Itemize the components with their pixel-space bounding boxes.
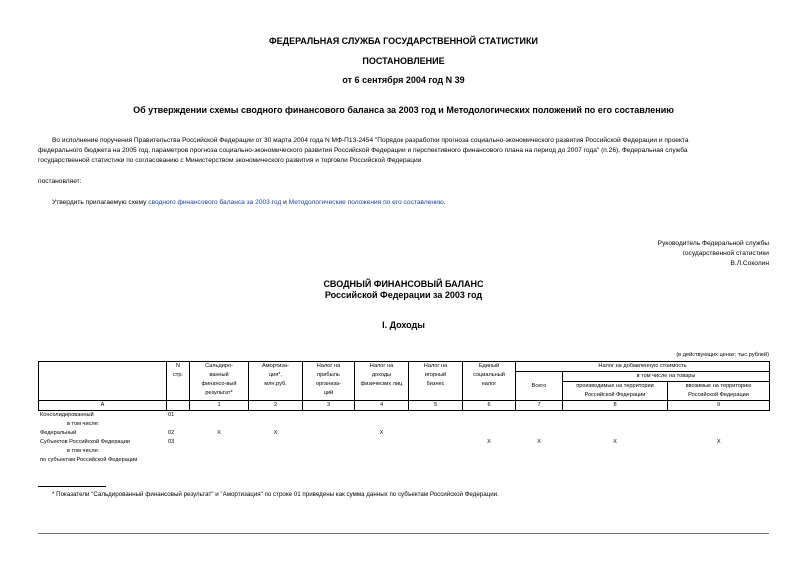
header-vat-domestic: производимые на территории Российской Федерации [563, 382, 668, 401]
header-label-cell [39, 362, 167, 401]
approve-sentence [52, 198, 772, 208]
section-title: I. Доходы [382, 320, 425, 330]
approve-suffix: . [443, 199, 446, 206]
balance-subtitle: Российской Федерации за 2003 год [324, 290, 483, 300]
table-row: Федеральный 02 X X X [39, 429, 770, 438]
paragraph-line-1: Во исполнение поручения Правительства Российской Федерации от 30 марта 2004 года N МФ-П13-2454 "Порядок разработки прогноза социально-экономического развития Российской Федерации и проекта [52, 137, 689, 144]
balance-title: СВОДНЫЙ ФИНАНСОВЫЙ БАЛАНС [323, 279, 484, 289]
decree-word: постановляет: [38, 178, 82, 185]
header-gambling-tax: Налог на игорный бизнес [409, 362, 463, 401]
table-row: Консолидированный 01 [39, 411, 770, 421]
signature-position: Руководитель Федеральной службы [657, 240, 769, 247]
table-row: в том числе: [39, 420, 770, 429]
paragraph-line-3: государственной статистики по согласованию с Министерством экономического развития и торговли Российской Федерации [38, 157, 422, 164]
methodology-link[interactable]: Методологические положения по его составлению [288, 199, 444, 206]
header-financial-result: Сальдиро- ванный финансо-вый результат* [190, 362, 249, 401]
column-number-row: А 1 2 3 4 5 6 7 8 9 [39, 401, 770, 411]
paragraph-line-2: федерального бюджета на 2005 год, параметров прогноза социально-экономического развития Российской Федерации и перспективного финансового плана на период до 2007 года" (п.26), Федеральная служба [38, 147, 688, 154]
balance-scheme-link[interactable]: сводного финансового баланса за 2003 год [148, 199, 282, 206]
header-vat-incl: в том числе на товары [563, 372, 770, 382]
header-vat-import: ввозимые на территорию Российской Федерации [668, 382, 770, 401]
header-vat-total: Всего [516, 372, 563, 401]
footnote: * Показатели "Сальдированный финансовый результат" и "Амортизация" по строке 01 приведены как сумма данных по субъектам Российской Федерации. [52, 491, 499, 498]
header-n: N стр. [167, 362, 190, 401]
units-note: (в действующих ценах; тыс.рублей) [676, 352, 769, 358]
document-type: ПОСТАНОВЛЕНИЕ [362, 56, 445, 66]
page-bottom-rule [38, 533, 769, 534]
header-social-tax: Единый социальный налог [463, 362, 516, 401]
header-depreciation: Амортиза- ция*, млн.руб. [249, 362, 303, 401]
approve-prefix: Утвердить прилагаемую схему [52, 199, 149, 206]
table-row: в том числе: [39, 447, 770, 456]
table-row: по субъектам Российской Федерации [39, 456, 770, 465]
table-row: Субъектов Российской Федерации 03 X X X X [39, 438, 770, 447]
document-date: от 6 сентября 2004 год N 39 [342, 75, 465, 85]
header-income-tax: Налог на доходы физических лиц [355, 362, 409, 401]
header-profit-tax: Налог на прибыль организа- ций [303, 362, 355, 401]
footnote-divider [38, 486, 106, 487]
signature-agency: государственной статистики [682, 250, 769, 257]
signature-name: В.Л.Соколин [730, 260, 769, 267]
header-vat: Налог на добавленную стоимость [516, 362, 770, 372]
approve-and: и [281, 199, 289, 206]
agency-name: ФЕДЕРАЛЬНАЯ СЛУЖБА ГОСУДАРСТВЕННОЙ СТАТИСТИКИ [269, 36, 538, 46]
financial-balance-table [38, 361, 770, 465]
document-title: Об утверждении схемы сводного финансового баланса за 2003 год и Методологических положений по его составлению [133, 105, 674, 115]
